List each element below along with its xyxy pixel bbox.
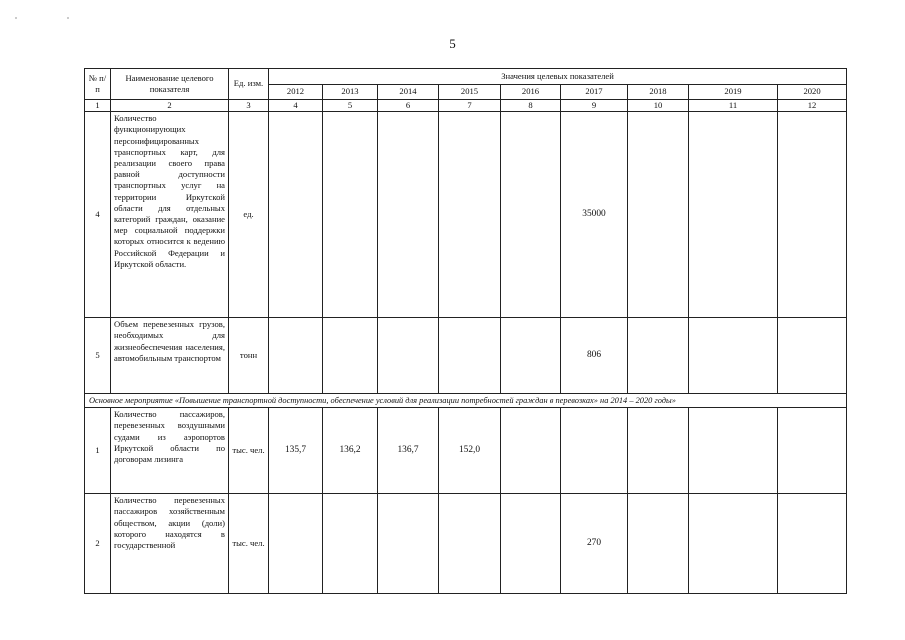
indicator-name-cell: Количество функционирующих персонифицированных транспортных карт, для реализации своего права равной доступности транспортных услуг на территории Иркутской области для отдельных категорий граждан, оказание мер социальной поддержки которых относится к ведению Российской Федерации и Иркутской области.: [111, 112, 229, 318]
index-row: [85, 100, 847, 112]
value-cell-2012: [269, 494, 323, 594]
year-header-2018: 2018: [628, 85, 689, 100]
value-cell-2015: [439, 112, 501, 318]
unit-cell: тыс. чел.: [229, 494, 269, 594]
value-cell-2013: 136,2: [323, 408, 378, 494]
col-num-header: № п/п: [85, 69, 111, 100]
value-cell-2012: [269, 318, 323, 394]
value-cell-2013: [323, 112, 378, 318]
unit-cell: тыс. чел.: [229, 408, 269, 494]
column-index-cell: 6: [378, 100, 439, 112]
value-cell-2013: [323, 494, 378, 594]
table-row: [85, 112, 847, 318]
value-cell-2012: [269, 112, 323, 318]
scan-speck: [15, 17, 17, 19]
target-indicators-table: [84, 68, 847, 594]
row-number-cell: 4: [85, 112, 111, 318]
column-index-cell: 5: [323, 100, 378, 112]
column-index-cell: 1: [85, 100, 111, 112]
value-cell-2017: [561, 408, 628, 494]
unit-cell: ед.: [229, 112, 269, 318]
value-cell-2019: [689, 112, 778, 318]
value-cell-2016: [501, 318, 561, 394]
value-cell-2018: [628, 408, 689, 494]
section-title: Основное мероприятие «Повышение транспортной доступности, обеспечение условий для реализации потребностей граждан в перевозках» на 2014 – 2020 годы»: [85, 394, 847, 408]
value-cell-2013: [323, 318, 378, 394]
value-cell-2016: [501, 494, 561, 594]
year-header-2012: 2012: [269, 85, 323, 100]
year-header-2017: 2017: [561, 85, 628, 100]
indicator-name-cell: Количество перевезенных пассажиров хозяйственным обществом, акции (доли) которого находятся в государственной: [111, 494, 229, 594]
value-cell-2014: [378, 318, 439, 394]
value-cell-2019: [689, 318, 778, 394]
value-cell-2015: [439, 318, 501, 394]
year-header-2016: 2016: [501, 85, 561, 100]
column-index-cell: 12: [778, 100, 847, 112]
row-number-cell: 5: [85, 318, 111, 394]
indicator-name-cell: Количество пассажиров, перевезенных воздушными судами из аэропортов Иркутской области по договорам лизинга: [111, 408, 229, 494]
value-cell-2020: [778, 494, 847, 594]
value-cell-2020: [778, 408, 847, 494]
values-group-header: Значения целевых показателей: [269, 69, 847, 85]
value-cell-2018: [628, 494, 689, 594]
column-index-cell: 7: [439, 100, 501, 112]
page-number: 5: [449, 36, 456, 51]
value-cell-2016: [501, 408, 561, 494]
value-cell-2017: 35000: [561, 112, 628, 318]
year-header-2020: 2020: [778, 85, 847, 100]
value-cell-2018: [628, 112, 689, 318]
col-unit-header: Ед. изм.: [229, 69, 269, 100]
indicator-name-cell: Объем перевезенных грузов, необходимых для жизнеобеспечения населения, автомобильным транспортом: [111, 318, 229, 394]
year-header-2013: 2013: [323, 85, 378, 100]
column-index-cell: 2: [111, 100, 229, 112]
value-cell-2015: [439, 494, 501, 594]
value-cell-2015: 152,0: [439, 408, 501, 494]
value-cell-2014: [378, 494, 439, 594]
column-index-cell: 8: [501, 100, 561, 112]
value-cell-2019: [689, 408, 778, 494]
value-cell-2014: [378, 112, 439, 318]
column-index-cell: 9: [561, 100, 628, 112]
column-index-cell: 11: [689, 100, 778, 112]
value-cell-2020: [778, 318, 847, 394]
table-body: [85, 112, 847, 594]
year-header-2014: 2014: [378, 85, 439, 100]
unit-cell: тонн: [229, 318, 269, 394]
col-name-header: Наименование целевого показателя: [111, 69, 229, 100]
column-index-cell: 3: [229, 100, 269, 112]
value-cell-2016: [501, 112, 561, 318]
value-cell-2014: 136,7: [378, 408, 439, 494]
row-number-cell: 2: [85, 494, 111, 594]
table-row: [85, 318, 847, 394]
value-cell-2012: 135,7: [269, 408, 323, 494]
value-cell-2020: [778, 112, 847, 318]
column-index-cell: 4: [269, 100, 323, 112]
table-row: [85, 408, 847, 494]
value-cell-2018: [628, 318, 689, 394]
row-number-cell: 1: [85, 408, 111, 494]
value-cell-2019: [689, 494, 778, 594]
column-index-cell: 10: [628, 100, 689, 112]
value-cell-2017: 806: [561, 318, 628, 394]
table-row: [85, 494, 847, 594]
year-header-2019: 2019: [689, 85, 778, 100]
year-header-2015: 2015: [439, 85, 501, 100]
section-row: [85, 394, 847, 408]
scan-speck: [67, 17, 69, 19]
value-cell-2017: 270: [561, 494, 628, 594]
